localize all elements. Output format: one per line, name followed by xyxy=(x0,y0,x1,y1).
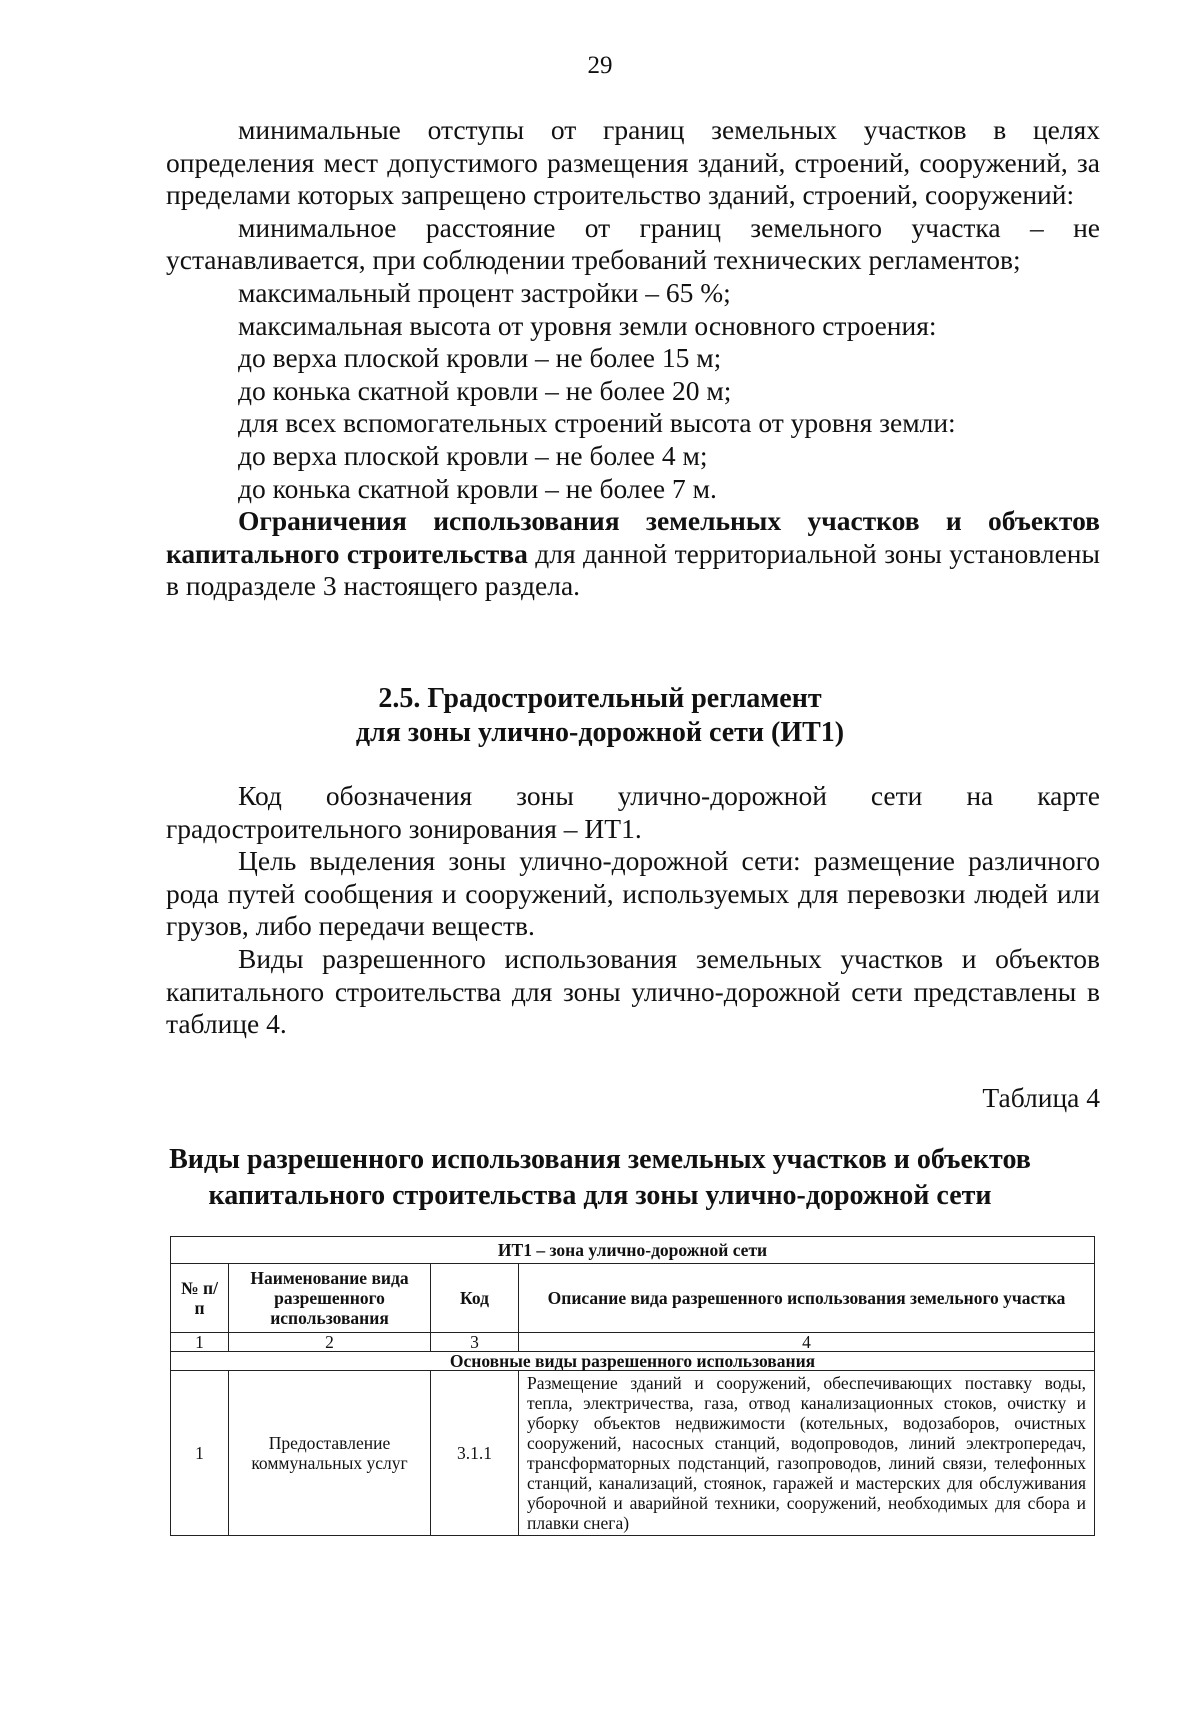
column-number-1: 1 xyxy=(171,1333,229,1352)
header-number: № п/п xyxy=(171,1264,229,1333)
table-title-line-1: Виды разрешенного использования земельных участков и объектов xyxy=(169,1144,1031,1175)
table-numbering-row xyxy=(171,1333,1095,1352)
section-heading xyxy=(0,682,1200,750)
row-use-name: Предоставление коммунальных услуг xyxy=(229,1371,431,1536)
paragraph-max-coverage: максимальный процент застройки – 65 %; xyxy=(238,276,731,308)
header-description: Описание вида разрешенного использования земельного участка xyxy=(519,1264,1095,1333)
table-zone-header: ИТ1 – зона улично-дорожной сети xyxy=(171,1237,1095,1264)
paragraph-pitched-roof-aux: до конька скатной кровли – не более 7 м. xyxy=(238,472,717,504)
paragraph-zone-code: Код обозначения зоны улично-дорожной сети на карте градостроительного зонирования – ИТ1. xyxy=(166,780,1100,844)
row-code: 3.1.1 xyxy=(431,1371,519,1536)
paragraph-min-distance: минимальное расстояние от границ земельного участка – не устанавливается, при соблюдении требований технических регламентов; xyxy=(166,211,1100,276)
restrictions-rest: для данной территориальной зоны установлены в подразделе 3 настоящего раздела. xyxy=(166,537,1100,602)
body-text-block xyxy=(166,780,1100,1041)
paragraph-pitched-roof-main: до конька скатной кровли – не более 20 м; xyxy=(238,374,732,406)
section-heading-line-2: для зоны улично-дорожной сети (ИТ1) xyxy=(355,717,845,748)
row-description: Размещение зданий и сооружений, обеспечивающих поставку воды, тепла, электричества, газа, отвод канализационных стоков, очистку и уборку объектов недвижимости (котельных, водозаборов, очистных сооружений, насосных станций, водопроводов, линий электропередач, трансформаторных подстанций, газопроводов, линий связи, телефонных станций, канализаций, стоянок, гаражей и мастерских для обслуживания уборочной и аварийной техники, сооружений, необходимых для сбора и плавки снега) xyxy=(519,1371,1095,1536)
permitted-use-table xyxy=(170,1236,1095,1536)
paragraph-flat-roof-aux: до верха плоской кровли – не более 4 м; xyxy=(238,439,708,471)
paragraph-max-height: максимальная высота от уровня земли основного строения: xyxy=(238,309,937,341)
column-number-4: 4 xyxy=(519,1333,1095,1352)
paragraph-zone-purpose: Цель выделения зоны улично-дорожной сети: размещение различного рода путей сообщения и сооружений, используемых для перевозки людей или грузов, либо передачи веществ. xyxy=(166,845,1100,942)
page-number: 29 xyxy=(587,52,613,79)
table-title xyxy=(120,1142,1080,1214)
column-number-3: 3 xyxy=(431,1333,519,1352)
table-title-line-2: капитального строительства для зоны улично-дорожной сети xyxy=(208,1180,992,1211)
intro-text-block xyxy=(166,114,1100,603)
column-number-2: 2 xyxy=(229,1333,431,1352)
paragraph-table-reference: Виды разрешенного использования земельных участков и объектов капитального строительства для зоны улично-дорожной сети представлены в таблице 4. xyxy=(166,942,1100,1040)
paragraph-flat-roof-main: до верха плоской кровли – не более 15 м; xyxy=(238,342,722,374)
table-header-row xyxy=(171,1264,1095,1333)
paragraph-restrictions xyxy=(166,505,1100,603)
header-code: Код xyxy=(431,1264,519,1333)
restrictions-bold: Ограничения использования земельных участков и объектов капитального строительства xyxy=(166,505,1100,569)
table-section-row xyxy=(171,1352,1095,1371)
table-caption: Таблица 4 xyxy=(982,1082,1100,1113)
table-row xyxy=(171,1371,1095,1536)
row-number: 1 xyxy=(171,1371,229,1536)
paragraph-auxiliary-height: для всех вспомогательных строений высота от уровня земли: xyxy=(238,407,956,439)
table-section-header: Основные виды разрешенного использования xyxy=(171,1352,1095,1371)
header-use-name: Наименование вида разрешенного использования xyxy=(229,1264,431,1333)
table-zone-row xyxy=(171,1237,1095,1264)
paragraph-setbacks: минимальные отступы от границ земельных участков в целях определения мест допустимого размещения зданий, строений, сооружений, за пределами которых запрещено строительство зданий, строений, сооружений: xyxy=(166,114,1100,211)
section-heading-line-1: 2.5. Градостроительный регламент xyxy=(378,683,822,714)
